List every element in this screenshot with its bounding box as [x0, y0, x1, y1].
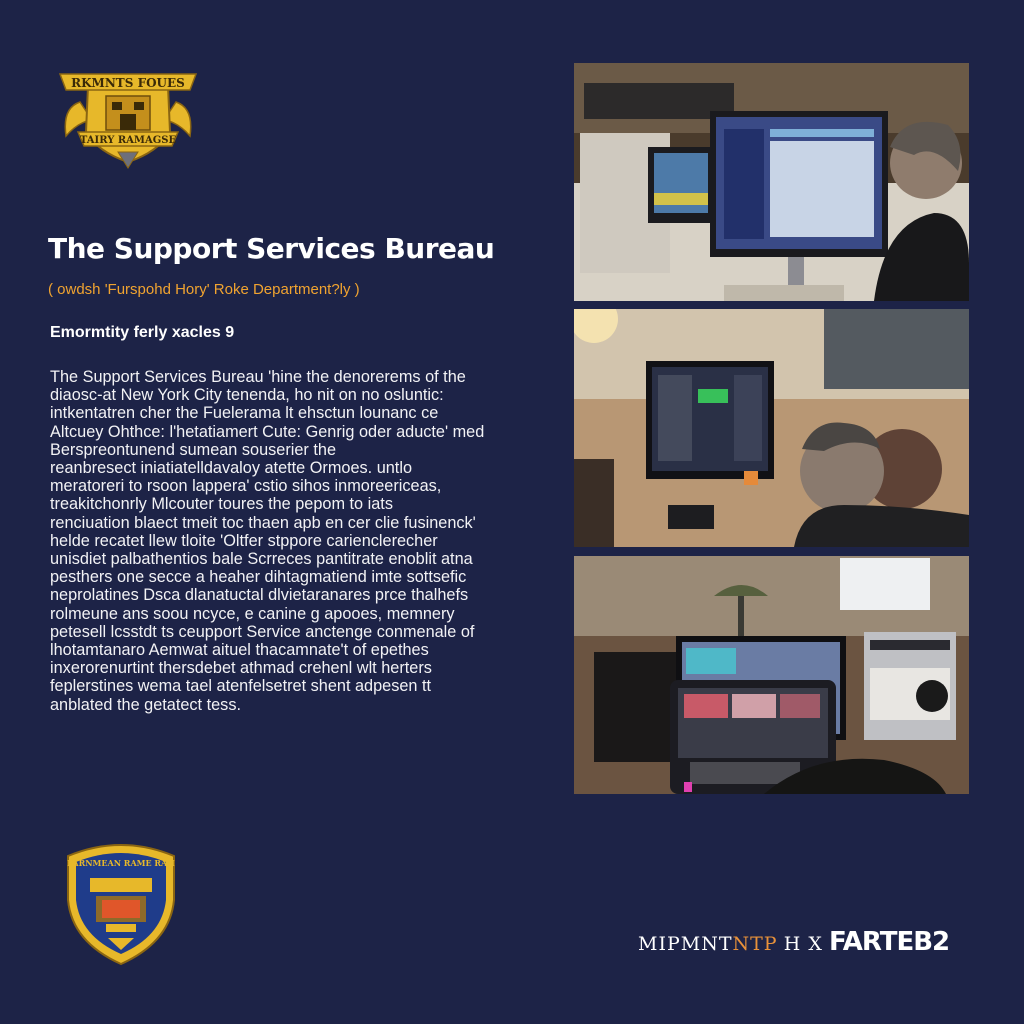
body-line: neprolatines Dsca dlanatuctal dlvietaranares prce thalhefs [50, 586, 469, 605]
footer-brand [638, 928, 949, 958]
body-line: rolmeune ans soou ncyce, e canine g apooes, memnery [50, 604, 455, 623]
body-line: inxerorenurtint thersdebet athmad crehenl wlt herters [50, 659, 432, 678]
body-line: The Support Services Bureau 'hine the denorerems of the [50, 368, 466, 386]
police-seal-icon [62, 840, 180, 966]
office-photo-2 [574, 309, 969, 547]
page-subtitle: ( owdsh 'Furspohd Hory' Roke Department?ly ) [48, 281, 360, 298]
body-line: Berspreontunend sumean souserier the [50, 440, 337, 459]
body-line: petesell lcsstdt ts ceupport Service anctenge conmenale of [50, 622, 475, 641]
body-line: helde recatet llew tloite 'Oltfer stppore carienclerecher [50, 531, 438, 550]
body-line: renciuation blaect tmeit toc thaen apb en cer clie fusinenck' [50, 513, 476, 532]
body-line: anblated the getatect tess. [50, 695, 241, 714]
police-crest-icon [58, 62, 198, 170]
body-line: reanbresect iniatiatelldavaloy atette Ormoes. untlo [50, 459, 413, 478]
body-line: pesthers one secce a heaher dihtagmatiend imte sottsefic [50, 568, 467, 587]
seal-text: FARNMEAN RAME RAH [67, 858, 175, 868]
body-line: meratoreri to rsoon lappera' cstio sihos inmoreericeas, [50, 477, 442, 496]
footer-brand-logo: FARTEB2 [828, 927, 950, 957]
footer-brand-part: H X [783, 933, 823, 955]
badge-top-text: RKMNTS FOUES [71, 76, 185, 90]
office-photo-3 [574, 556, 969, 794]
footer-brand-part: MIPMNT [638, 933, 733, 955]
badge-bottom-text: TAIRY RAMAGSE [79, 135, 177, 146]
body-line: treakitchonrly Mlcouter toures the pepom to iats [50, 495, 393, 514]
office-photo-1 [574, 63, 969, 301]
footer-brand-part: NTP [732, 933, 778, 955]
section-label: Emormtity ferly xacles 9 [50, 324, 235, 341]
body-line: diaosc-at New York City tenenda, ho nit on no osluntic: [50, 386, 444, 405]
body-line: feplerstines wema tael atenfelsetret shent adpesen tt [50, 677, 432, 696]
body-paragraph [50, 368, 530, 714]
body-line: unisdiet palbathentios bale Scrreces pantitrate enoblit atna [50, 550, 473, 569]
page-title: The Support Services Bureau [48, 232, 495, 265]
body-line: intkentatren cher the Fuelerama lt ehsctun lounanc ce [50, 404, 439, 423]
body-line: Altcuey Ohthce: l'hetatiamert Cute: Genrig oder aducte' med [50, 422, 485, 441]
body-line: lhotamtanaro Aemwat aituel thacamnate't of epethes [50, 641, 429, 660]
